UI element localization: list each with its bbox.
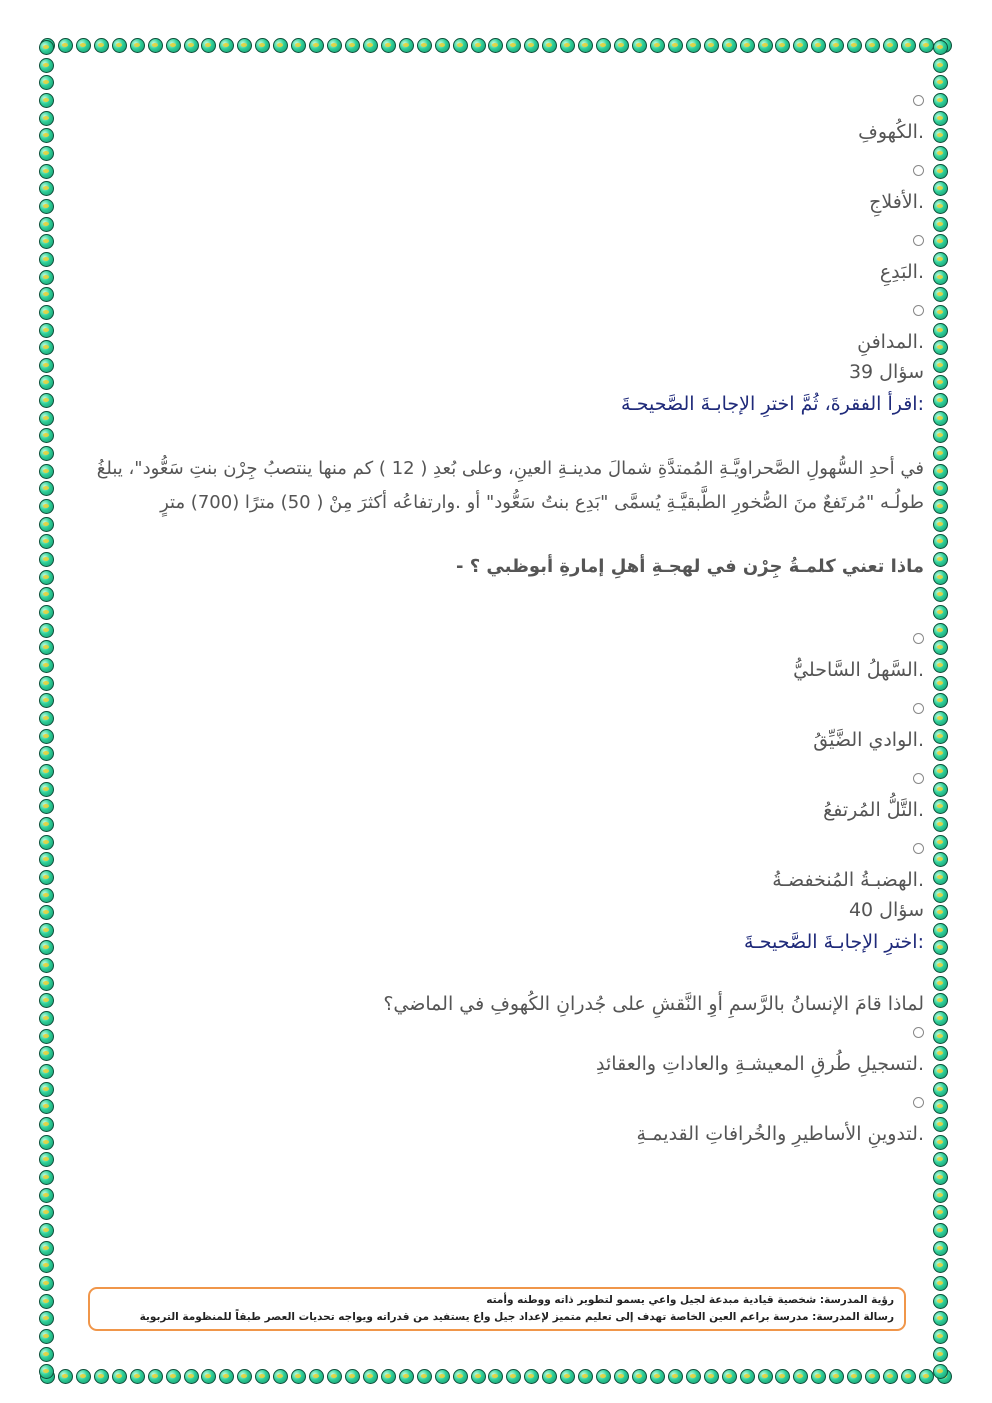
border-bead-icon xyxy=(596,1369,611,1384)
school-footer xyxy=(88,1287,906,1331)
border-bead-icon xyxy=(39,1347,54,1362)
border-bead-icon xyxy=(933,1011,948,1026)
border-bead-icon xyxy=(865,1369,880,1384)
option-row[interactable] xyxy=(70,768,924,790)
radio-button[interactable] xyxy=(913,633,924,644)
border-bead-icon xyxy=(39,605,54,620)
border-bead-icon xyxy=(847,38,862,53)
border-bead-icon xyxy=(39,1258,54,1273)
border-bead-icon xyxy=(933,623,948,638)
border-bead-icon xyxy=(417,1369,432,1384)
border-bead-icon xyxy=(668,1369,683,1384)
border-bead-icon xyxy=(130,1369,145,1384)
border-bead-icon xyxy=(919,38,934,53)
radio-button[interactable] xyxy=(913,843,924,854)
border-bead-icon xyxy=(39,1152,54,1167)
border-bead-icon xyxy=(39,40,54,55)
border-bead-icon xyxy=(933,976,948,991)
border-bead-icon xyxy=(933,870,948,885)
border-bead-icon xyxy=(39,1029,54,1044)
border-bead-icon xyxy=(793,1369,808,1384)
border-bead-icon xyxy=(933,1152,948,1167)
border-bead-icon xyxy=(829,38,844,53)
border-bead-icon xyxy=(273,1369,288,1384)
border-bead-icon xyxy=(39,252,54,267)
border-bead-icon xyxy=(255,38,270,53)
border-bead-icon xyxy=(933,1099,948,1114)
border-bead-icon xyxy=(58,38,73,53)
border-bead-icon xyxy=(560,38,575,53)
border-bead-icon xyxy=(309,38,324,53)
border-bead-icon xyxy=(309,1369,324,1384)
border-bead-icon xyxy=(39,534,54,549)
border-bead-icon xyxy=(933,181,948,196)
border-bead-icon xyxy=(39,799,54,814)
radio-button[interactable] xyxy=(913,95,924,106)
radio-button[interactable] xyxy=(913,235,924,246)
border-bead-icon xyxy=(650,38,665,53)
border-bead-icon xyxy=(933,411,948,426)
question-number: سؤال 40 xyxy=(848,899,924,921)
border-bead-icon xyxy=(865,38,880,53)
option-label: .لتسجيلِ طُرقِ المعيشـةِ والعاداتِ والعقائدِ xyxy=(596,1053,924,1075)
border-bead-icon xyxy=(39,711,54,726)
border-bead-icon xyxy=(933,729,948,744)
q39-options xyxy=(70,628,924,896)
border-bead-icon xyxy=(933,40,948,55)
question-instruction: :اقرأ الفقرةَ، ثُمَّ اخترِ الإجابـةَ الصَّحيحـةَ xyxy=(620,393,924,415)
border-bead-icon xyxy=(758,1369,773,1384)
border-bead-icon xyxy=(542,1369,557,1384)
border-bead-icon xyxy=(686,38,701,53)
border-bead-icon xyxy=(39,976,54,991)
border-bead-icon xyxy=(740,38,755,53)
radio-button[interactable] xyxy=(913,1027,924,1038)
question-text: لماذا قامَ الإنسانُ بالرَّسمِ أوِ النَّقشِ على جُدرانِ الكُهوفِ في الماضي؟ xyxy=(383,993,924,1015)
border-bead-icon xyxy=(933,940,948,955)
question-number: سؤال 39 xyxy=(848,361,924,383)
border-bead-icon xyxy=(39,375,54,390)
border-bead-icon xyxy=(919,1369,934,1384)
border-bead-icon xyxy=(201,1369,216,1384)
option-label: .الكُهوفِ xyxy=(858,121,924,143)
border-bead-icon xyxy=(39,464,54,479)
option-label: .السَّهلُ السَّاحليُّ xyxy=(793,659,924,681)
border-bead-icon xyxy=(471,1369,486,1384)
page-border-bottom xyxy=(40,1369,952,1389)
border-bead-icon xyxy=(39,234,54,249)
border-bead-icon xyxy=(704,1369,719,1384)
border-bead-icon xyxy=(775,38,790,53)
border-bead-icon xyxy=(933,852,948,867)
border-bead-icon xyxy=(39,905,54,920)
border-bead-icon xyxy=(793,38,808,53)
border-bead-icon xyxy=(148,1369,163,1384)
border-bead-icon xyxy=(933,305,948,320)
border-bead-icon xyxy=(94,1369,109,1384)
border-bead-icon xyxy=(345,38,360,53)
option-label: .البَدِعِ xyxy=(879,261,924,283)
border-bead-icon xyxy=(933,817,948,832)
border-bead-icon xyxy=(94,38,109,53)
page-border-right xyxy=(933,40,953,1380)
option-row[interactable] xyxy=(70,628,924,650)
option-label: .المدافنِ xyxy=(857,331,924,353)
border-bead-icon xyxy=(933,1223,948,1238)
question-instruction: :اخترِ الإجابـةَ الصَّحيحـةَ xyxy=(744,931,924,953)
border-bead-icon xyxy=(39,1364,54,1379)
border-bead-icon xyxy=(39,1046,54,1061)
page-border-left xyxy=(39,40,59,1380)
border-bead-icon xyxy=(39,940,54,955)
border-bead-icon xyxy=(933,358,948,373)
border-bead-icon xyxy=(453,1369,468,1384)
border-bead-icon xyxy=(255,1369,270,1384)
border-bead-icon xyxy=(435,38,450,53)
border-bead-icon xyxy=(933,217,948,232)
border-bead-icon xyxy=(933,1082,948,1097)
border-bead-icon xyxy=(471,38,486,53)
option-row[interactable] xyxy=(70,1092,924,1114)
border-bead-icon xyxy=(933,570,948,585)
border-bead-icon xyxy=(399,1369,414,1384)
border-bead-icon xyxy=(933,1205,948,1220)
border-bead-icon xyxy=(39,428,54,443)
option-label: .الأفلاجِ xyxy=(869,191,924,213)
border-bead-icon xyxy=(381,38,396,53)
border-bead-icon xyxy=(112,38,127,53)
option-label: .الوادي الضَّيِّقُ xyxy=(813,729,924,751)
border-bead-icon xyxy=(578,1369,593,1384)
border-bead-icon xyxy=(39,305,54,320)
border-bead-icon xyxy=(933,428,948,443)
border-bead-icon xyxy=(933,1117,948,1132)
border-bead-icon xyxy=(933,1364,948,1379)
border-bead-icon xyxy=(650,1369,665,1384)
border-bead-icon xyxy=(166,1369,181,1384)
border-bead-icon xyxy=(39,128,54,143)
border-bead-icon xyxy=(39,764,54,779)
border-bead-icon xyxy=(39,623,54,638)
border-bead-icon xyxy=(453,38,468,53)
border-bead-icon xyxy=(775,1369,790,1384)
border-bead-icon xyxy=(668,38,683,53)
border-bead-icon xyxy=(933,128,948,143)
option-label: .لتدوينِ الأساطيرِ والخُرافاتِ القديمـةِ xyxy=(636,1123,924,1145)
border-bead-icon xyxy=(740,1369,755,1384)
radio-button[interactable] xyxy=(913,165,924,176)
border-bead-icon xyxy=(39,393,54,408)
border-bead-icon xyxy=(39,782,54,797)
border-bead-icon xyxy=(933,446,948,461)
border-bead-icon xyxy=(39,852,54,867)
border-bead-icon xyxy=(542,38,557,53)
border-bead-icon xyxy=(933,1276,948,1291)
border-bead-icon xyxy=(758,38,773,53)
border-bead-icon xyxy=(933,252,948,267)
border-bead-icon xyxy=(933,658,948,673)
border-bead-icon xyxy=(933,234,948,249)
border-bead-icon xyxy=(933,323,948,338)
border-bead-icon xyxy=(39,817,54,832)
border-bead-icon xyxy=(39,888,54,903)
border-bead-icon xyxy=(345,1369,360,1384)
radio-button[interactable] xyxy=(913,305,924,316)
border-bead-icon xyxy=(901,1369,916,1384)
border-bead-icon xyxy=(933,764,948,779)
border-bead-icon xyxy=(381,1369,396,1384)
border-bead-icon xyxy=(632,38,647,53)
border-bead-icon xyxy=(933,746,948,761)
border-bead-icon xyxy=(39,340,54,355)
border-bead-icon xyxy=(933,481,948,496)
border-bead-icon xyxy=(933,199,948,214)
border-bead-icon xyxy=(39,75,54,90)
border-bead-icon xyxy=(363,1369,378,1384)
border-bead-icon xyxy=(39,1117,54,1132)
border-bead-icon xyxy=(112,1369,127,1384)
border-bead-icon xyxy=(632,1369,647,1384)
border-bead-icon xyxy=(39,1311,54,1326)
border-bead-icon xyxy=(39,870,54,885)
border-bead-icon xyxy=(435,1369,450,1384)
border-bead-icon xyxy=(76,38,91,53)
border-bead-icon xyxy=(933,1046,948,1061)
border-bead-icon xyxy=(704,38,719,53)
border-bead-icon xyxy=(39,658,54,673)
border-bead-icon xyxy=(722,38,737,53)
border-bead-icon xyxy=(39,517,54,532)
border-bead-icon xyxy=(933,146,948,161)
border-bead-icon xyxy=(39,1276,54,1291)
border-bead-icon xyxy=(933,464,948,479)
border-bead-icon xyxy=(39,1329,54,1344)
border-bead-icon xyxy=(933,164,948,179)
border-bead-icon xyxy=(933,782,948,797)
border-bead-icon xyxy=(933,75,948,90)
border-bead-icon xyxy=(933,888,948,903)
option-row[interactable] xyxy=(70,698,924,720)
option-row[interactable] xyxy=(70,160,924,182)
option-label: .التَّلُّ المُرتفعُ xyxy=(823,799,924,821)
border-bead-icon xyxy=(933,1188,948,1203)
radio-button[interactable] xyxy=(913,773,924,784)
border-bead-icon xyxy=(933,270,948,285)
border-bead-icon xyxy=(933,93,948,108)
border-bead-icon xyxy=(39,640,54,655)
border-bead-icon xyxy=(39,270,54,285)
border-bead-icon xyxy=(237,38,252,53)
border-bead-icon xyxy=(933,905,948,920)
border-bead-icon xyxy=(39,958,54,973)
border-bead-icon xyxy=(933,58,948,73)
border-bead-icon xyxy=(39,1064,54,1079)
border-bead-icon xyxy=(327,38,342,53)
border-bead-icon xyxy=(811,38,826,53)
border-bead-icon xyxy=(933,711,948,726)
border-bead-icon xyxy=(201,38,216,53)
border-bead-icon xyxy=(933,1311,948,1326)
border-bead-icon xyxy=(883,38,898,53)
border-bead-icon xyxy=(39,411,54,426)
option-row[interactable] xyxy=(70,230,924,252)
border-bead-icon xyxy=(39,217,54,232)
option-label: .الهضبـةُ المُنخفضـةُ xyxy=(772,869,924,891)
border-bead-icon xyxy=(39,1188,54,1203)
border-bead-icon xyxy=(883,1369,898,1384)
border-bead-icon xyxy=(933,111,948,126)
option-row[interactable] xyxy=(70,90,924,112)
border-bead-icon xyxy=(39,693,54,708)
border-bead-icon xyxy=(933,640,948,655)
border-bead-icon xyxy=(130,38,145,53)
border-bead-icon xyxy=(933,923,948,938)
border-bead-icon xyxy=(58,1369,73,1384)
border-bead-icon xyxy=(933,1029,948,1044)
border-bead-icon xyxy=(829,1369,844,1384)
option-row[interactable] xyxy=(70,300,924,322)
q38-options xyxy=(70,90,924,358)
border-bead-icon xyxy=(560,1369,575,1384)
border-bead-icon xyxy=(933,1135,948,1150)
border-bead-icon xyxy=(614,1369,629,1384)
border-bead-icon xyxy=(39,323,54,338)
border-bead-icon xyxy=(39,164,54,179)
border-bead-icon xyxy=(933,1294,948,1309)
border-bead-icon xyxy=(417,38,432,53)
border-bead-icon xyxy=(596,38,611,53)
border-bead-icon xyxy=(39,1241,54,1256)
option-row[interactable] xyxy=(70,1022,924,1044)
border-bead-icon xyxy=(39,58,54,73)
border-bead-icon xyxy=(76,1369,91,1384)
border-bead-icon xyxy=(933,1329,948,1344)
school-mission: رسالة المدرسة: مدرسة براعم العين الخاصة تهدف إلى تعليم متميز لإعداد جيل واع يستفيد من قدراته ويواجه تحديات العصر طبقاً للمنظومة التربوية xyxy=(139,1311,894,1323)
border-bead-icon xyxy=(933,958,948,973)
border-bead-icon xyxy=(39,146,54,161)
border-bead-icon xyxy=(184,38,199,53)
border-bead-icon xyxy=(39,446,54,461)
border-bead-icon xyxy=(39,1082,54,1097)
border-bead-icon xyxy=(933,993,948,1008)
border-bead-icon xyxy=(39,1170,54,1185)
question-text: ماذا تعني كلمـةُ جِرْن في لهجـةِ أهلِ إمارةِ أبوظبي ؟ - xyxy=(455,556,924,577)
border-bead-icon xyxy=(39,481,54,496)
border-bead-icon xyxy=(219,38,234,53)
border-bead-icon xyxy=(39,499,54,514)
border-bead-icon xyxy=(39,1099,54,1114)
border-bead-icon xyxy=(39,993,54,1008)
border-bead-icon xyxy=(39,1135,54,1150)
quiz-content xyxy=(70,90,924,1162)
border-bead-icon xyxy=(39,729,54,744)
border-bead-icon xyxy=(363,38,378,53)
border-bead-icon xyxy=(39,358,54,373)
border-bead-icon xyxy=(933,693,948,708)
border-bead-icon xyxy=(614,38,629,53)
border-bead-icon xyxy=(933,375,948,390)
border-bead-icon xyxy=(933,393,948,408)
border-bead-icon xyxy=(722,1369,737,1384)
border-bead-icon xyxy=(291,1369,306,1384)
border-bead-icon xyxy=(399,38,414,53)
border-bead-icon xyxy=(686,1369,701,1384)
border-bead-icon xyxy=(933,676,948,691)
border-bead-icon xyxy=(237,1369,252,1384)
border-bead-icon xyxy=(933,835,948,850)
border-bead-icon xyxy=(578,38,593,53)
border-bead-icon xyxy=(933,799,948,814)
border-bead-icon xyxy=(933,552,948,567)
border-bead-icon xyxy=(933,1064,948,1079)
border-bead-icon xyxy=(219,1369,234,1384)
border-bead-icon xyxy=(39,923,54,938)
border-bead-icon xyxy=(488,1369,503,1384)
border-bead-icon xyxy=(39,587,54,602)
border-bead-icon xyxy=(39,1011,54,1026)
border-bead-icon xyxy=(901,38,916,53)
radio-button[interactable] xyxy=(913,1097,924,1108)
border-bead-icon xyxy=(933,587,948,602)
border-bead-icon xyxy=(39,199,54,214)
radio-button[interactable] xyxy=(913,703,924,714)
border-bead-icon xyxy=(933,499,948,514)
border-bead-icon xyxy=(148,38,163,53)
border-bead-icon xyxy=(933,605,948,620)
page-border-top xyxy=(40,38,952,58)
border-bead-icon xyxy=(39,676,54,691)
border-bead-icon xyxy=(488,38,503,53)
border-bead-icon xyxy=(847,1369,862,1384)
border-bead-icon xyxy=(39,93,54,108)
border-bead-icon xyxy=(811,1369,826,1384)
border-bead-icon xyxy=(39,1205,54,1220)
border-bead-icon xyxy=(933,287,948,302)
border-bead-icon xyxy=(39,835,54,850)
border-bead-icon xyxy=(39,287,54,302)
border-bead-icon xyxy=(184,1369,199,1384)
border-bead-icon xyxy=(933,1258,948,1273)
border-bead-icon xyxy=(39,552,54,567)
border-bead-icon xyxy=(933,517,948,532)
border-bead-icon xyxy=(933,1241,948,1256)
reading-passage: في أحدِ السُّهولِ الصَّحراويَّـةِ المُمتدَّةِ شمالَ مدينـةِ العينِ، وعلى بُعدِ ( 12 ) كم منها ينتصبُ جِرْن بنتِ سَعُّود"، يبلغُ طولُـه "مُرتَفعٌ منَ الصُّخورِ الطَّبقيَّـةِ يُسمَّى "بَدِع بنتُ سَعُّود" أو .وارتفاعُه أكثرَ مِنْ ( 50) مترًا (700) مترٍ xyxy=(96,458,924,513)
option-row[interactable] xyxy=(70,838,924,860)
border-bead-icon xyxy=(506,38,521,53)
border-bead-icon xyxy=(933,1170,948,1185)
school-vision: رؤية المدرسة: شخصية قيادية مبدعة لجيل واعي يسمو لتطوير ذاته ووطنه وأمته xyxy=(486,1294,894,1306)
border-bead-icon xyxy=(524,38,539,53)
q40-options xyxy=(70,1022,924,1162)
border-bead-icon xyxy=(506,1369,521,1384)
border-bead-icon xyxy=(166,38,181,53)
border-bead-icon xyxy=(933,340,948,355)
border-bead-icon xyxy=(39,1294,54,1309)
border-bead-icon xyxy=(39,111,54,126)
border-bead-icon xyxy=(273,38,288,53)
border-bead-icon xyxy=(39,570,54,585)
border-bead-icon xyxy=(524,1369,539,1384)
border-bead-icon xyxy=(39,1223,54,1238)
border-bead-icon xyxy=(327,1369,342,1384)
border-bead-icon xyxy=(291,38,306,53)
border-bead-icon xyxy=(933,1347,948,1362)
border-bead-icon xyxy=(39,746,54,761)
border-bead-icon xyxy=(933,534,948,549)
border-bead-icon xyxy=(39,181,54,196)
